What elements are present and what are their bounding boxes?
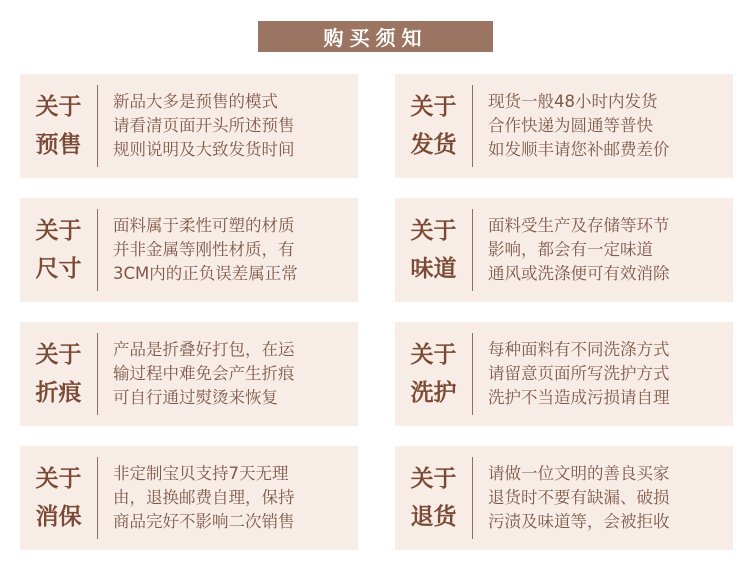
- heading-line-2: 预售: [35, 131, 82, 158]
- card-heading: [20, 457, 98, 539]
- heading-line-2: 尺寸: [35, 255, 82, 282]
- card-text-line: 3CM内的正负误差属正常: [113, 264, 298, 283]
- card-text-line: 每种面料有不同洗涤方式: [488, 340, 670, 359]
- heading-line-2: 退货: [410, 503, 457, 530]
- card-text-line: 输过程中难免会产生折痕: [113, 364, 295, 383]
- card-shipping: [395, 74, 733, 178]
- heading-line-2: 洗护: [410, 379, 457, 406]
- card-text-line: 并非金属等刚性材质，有: [113, 240, 295, 259]
- card-heading: [395, 209, 473, 291]
- card-text-line: 合作快递为圆通等普快: [488, 116, 653, 135]
- card-text-line: 现货一般48小时内发货: [488, 92, 658, 111]
- card-text: [98, 214, 298, 286]
- heading-line-1: 关于: [35, 341, 82, 368]
- heading-line-2: 发货: [410, 131, 457, 158]
- card-heading: [20, 85, 98, 167]
- card-heading: [20, 333, 98, 415]
- card-creases: [20, 322, 358, 426]
- card-text-line: 规则说明及大致发货时间: [113, 140, 295, 159]
- card-text-line: 退货时不要有缺漏、破损: [488, 488, 670, 507]
- card-text-line: 如发顺丰请您补邮费差价: [488, 140, 670, 159]
- card-text-line: 产品是折叠好打包，在运: [113, 340, 295, 359]
- heading-line-2: 味道: [410, 255, 457, 282]
- heading-line-1: 关于: [35, 93, 82, 120]
- card-presale: [20, 74, 358, 178]
- card-text-line: 非定制宝贝支持7天无理: [113, 464, 289, 483]
- card-size: [20, 198, 358, 302]
- card-text-line: 影响，都会有一定味道: [488, 240, 653, 259]
- card-text-line: 面料受生产及存储等环节: [488, 216, 670, 235]
- card-returns: [395, 446, 733, 550]
- page-title: 购买须知: [258, 21, 493, 52]
- card-text: [473, 462, 670, 534]
- card-heading: [395, 457, 473, 539]
- heading-line-2: 折痕: [35, 379, 82, 406]
- card-smell: [395, 198, 733, 302]
- heading-line-2: 消保: [35, 503, 82, 530]
- card-consumer-protection: [20, 446, 358, 550]
- card-text-line: 由，退换邮费自理，保持: [113, 488, 295, 507]
- card-text-line: 面料属于柔性可塑的材质: [113, 216, 295, 235]
- card-heading: [20, 209, 98, 291]
- card-text: [98, 338, 295, 410]
- card-text-line: 新品大多是预售的模式: [113, 92, 278, 111]
- card-text-line: 请看清页面开头所述预售: [113, 116, 295, 135]
- card-text-line: 请留意页面所写洗护方式: [488, 364, 670, 383]
- heading-line-1: 关于: [410, 217, 457, 244]
- card-text: [98, 90, 295, 162]
- card-text-line: 可自行通过熨烫来恢复: [113, 388, 278, 407]
- heading-line-1: 关于: [35, 217, 82, 244]
- card-care: [395, 322, 733, 426]
- card-heading: [395, 85, 473, 167]
- card-heading: [395, 333, 473, 415]
- card-text-line: 通风或洗涤便可有效消除: [488, 264, 670, 283]
- heading-line-1: 关于: [410, 341, 457, 368]
- heading-line-1: 关于: [35, 465, 82, 492]
- heading-line-1: 关于: [410, 465, 457, 492]
- card-text: [473, 90, 670, 162]
- heading-line-1: 关于: [410, 93, 457, 120]
- card-text-line: 污渍及味道等，会被拒收: [488, 512, 670, 531]
- card-text: [473, 214, 670, 286]
- card-text-line: 请做一位文明的善良买家: [488, 464, 670, 483]
- card-text: [473, 338, 670, 410]
- card-text: [98, 462, 295, 534]
- card-text-line: 洗护不当造成污损请自理: [488, 388, 670, 407]
- card-text-line: 商品完好不影响二次销售: [113, 512, 295, 531]
